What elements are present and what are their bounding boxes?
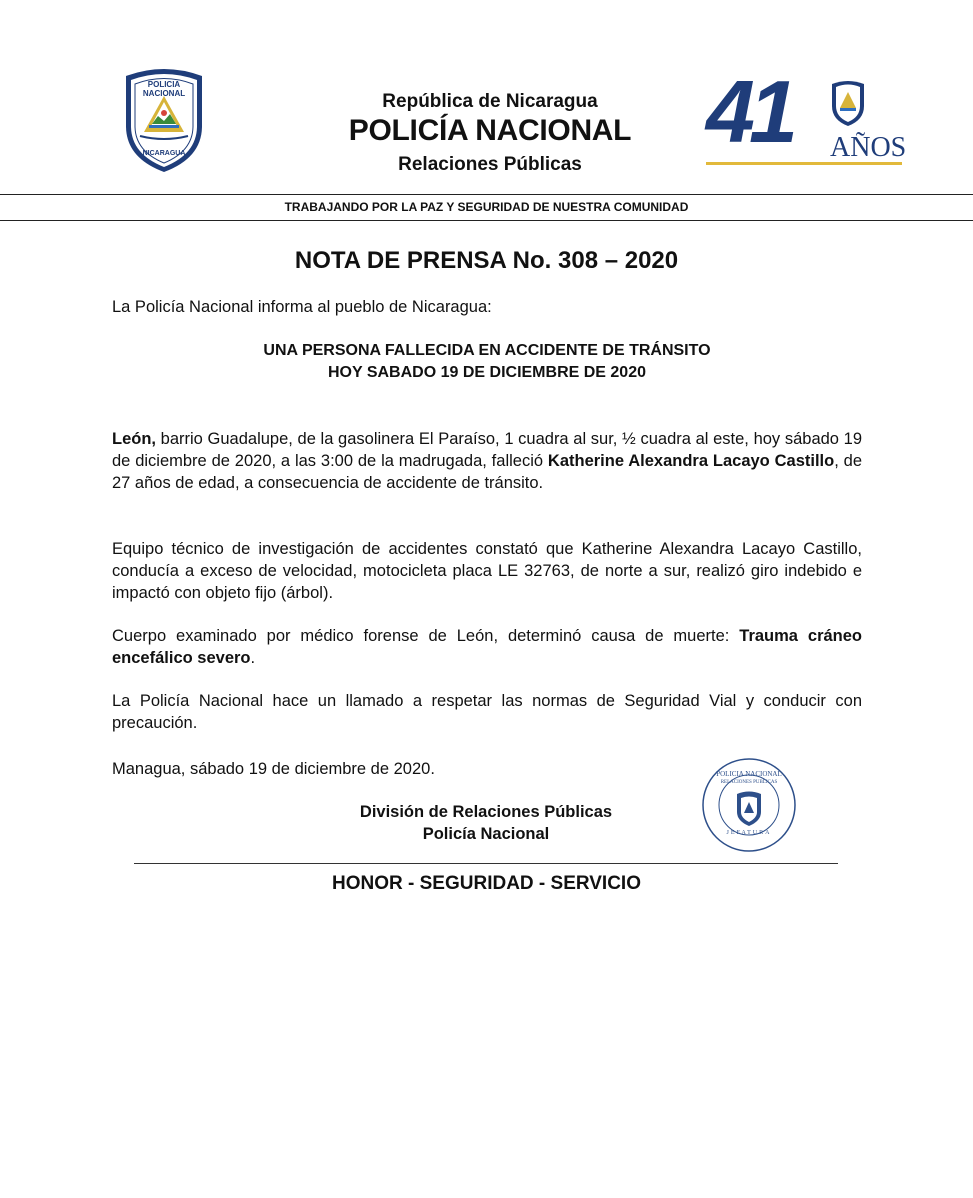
paragraph-2: Equipo técnico de investigación de accidentes constató que Katherine Alexandra Lacayo Castillo, conducía a exceso de velocidad, motocicleta placa LE 32763, de norte a sur, realizó giro indebido e impactó con objeto fijo (árbol).: [112, 540, 862, 602]
header-rule-top: [0, 194, 973, 195]
place-name: León,: [112, 430, 156, 448]
paragraph-1-text-a: barrio Guadalupe, de la gasolinera El Paraíso, 1 cuadra al sur, ½ cuadra al este, hoy sábado 19 de diciembre de 2020, a las 3:00 de la madrugada, falleció: [112, 430, 862, 470]
headline: [112, 340, 862, 384]
headline-line-1: UNA PERSONA FALLECIDA EN ACCIDENTE DE TRÁNSITO: [263, 342, 711, 359]
footer-motto: HONOR - SEGURIDAD - SERVICIO: [332, 873, 641, 894]
victim-name: Katherine Alexandra Lacayo Castillo: [547, 452, 835, 470]
paragraph-3-text-a: Cuerpo examinado por médico forense de León, determinó causa de muerte:: [112, 627, 740, 645]
signature-line-2: Policía Nacional: [422, 825, 550, 843]
logo-left-bottom-text: NICARAGUA: [142, 150, 186, 157]
stamp-middle-text: RELACIONES PUBLICAS: [720, 780, 778, 785]
headline-line-2: HOY SABADO 19 DE DICIEMBRE DE 2020: [327, 364, 646, 381]
paragraph-4: La Policía Nacional hace un llamado a respetar las normas de Seguridad Vial y conducir con precaución.: [112, 692, 862, 732]
press-release-title: NOTA DE PRENSA No. 308 – 2020: [294, 247, 679, 274]
logo-41-number: 41: [706, 62, 792, 161]
header-country: República de Nicaragua: [382, 91, 598, 112]
intro-paragraph: La Policía Nacional informa al pueblo de Nicaragua:: [112, 298, 492, 316]
stamp-bottom-text: JEFATURA: [726, 830, 772, 836]
signature-line-1: División de Relaciones Públicas: [359, 803, 613, 821]
dateline: Managua, sábado 19 de diciembre de 2020.: [112, 760, 435, 778]
paragraph-1-text-b: , de 27 años de edad, a consecuencia de accidente de tránsito.: [112, 452, 862, 492]
header-rule-bottom: [0, 220, 973, 221]
header-institution: POLICÍA NACIONAL: [348, 114, 632, 147]
logo-left-top-text: POLICIA NACIONAL: [142, 80, 186, 98]
paragraph-1: [112, 428, 862, 494]
signature-block: [270, 801, 702, 845]
logo-41-anos-text: AÑOS: [830, 132, 907, 163]
paragraph-3-text-b: .: [250, 649, 256, 667]
paragraph-3: [112, 625, 862, 669]
stamp-top-text: POLICIA NACIONAL: [716, 770, 782, 778]
header-department: Relaciones Públicas: [398, 154, 582, 175]
signature-rule: [134, 863, 838, 864]
cause-of-death: Trauma cráneo encefálico severo: [112, 627, 862, 667]
header-motto: TRABAJANDO POR LA PAZ Y SEGURIDAD DE NUESTRA COMUNIDAD: [284, 200, 689, 214]
